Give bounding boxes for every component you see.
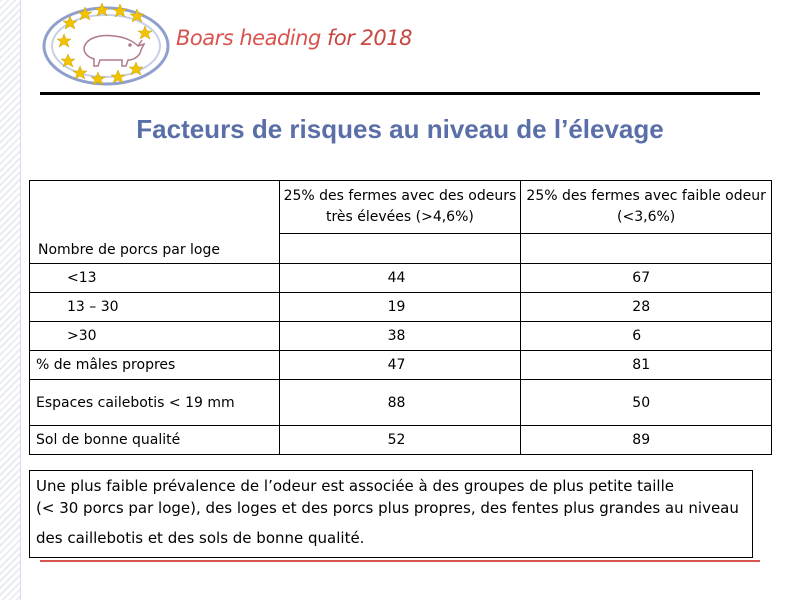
empty-cell	[521, 234, 772, 264]
eu-stars-pig-logo-icon	[40, 2, 172, 90]
note-line-3: des caillebotis et des sols de bonne qualité.	[36, 529, 365, 547]
decorative-left-border	[0, 0, 21, 600]
value-low-odour: 67	[521, 264, 772, 293]
note-line-2: (< 30 porcs par loge), des loges et des porcs plus propres, des fentes plus grandes au niveau	[36, 499, 739, 517]
row-label: Espaces cailebotis < 19 mm	[30, 380, 280, 426]
risk-factors-table	[29, 180, 772, 455]
value-low-odour: 81	[521, 351, 772, 380]
value-high-odour: 52	[279, 426, 521, 455]
table-row	[30, 351, 772, 380]
col-header-high-odour	[279, 181, 521, 234]
brand-name: Boars heading	[176, 26, 321, 50]
table-row	[30, 264, 772, 293]
group-label: Nombre de porcs par loge	[38, 242, 220, 258]
value-low-odour: 50	[521, 380, 772, 426]
bottom-divider	[40, 560, 760, 562]
row-label: 13 – 30	[30, 293, 280, 322]
value-high-odour: 44	[279, 264, 521, 293]
col-header-low-odour-line2: (<3,6%)	[617, 209, 676, 225]
value-low-odour: 89	[521, 426, 772, 455]
value-high-odour: 38	[279, 322, 521, 351]
value-high-odour: 47	[279, 351, 521, 380]
row-label: Sol de bonne qualité	[30, 426, 280, 455]
note-line-1: Une plus faible prévalence de l’odeur est associée à des groupes de plus petite taille	[36, 477, 674, 495]
col-header-high-odour-line2: très élevées (>4,6%)	[325, 209, 474, 225]
value-high-odour: 88	[279, 380, 521, 426]
col-header-low-odour-line1: 25% des fermes avec faible odeur	[526, 188, 766, 204]
table-row	[30, 380, 772, 426]
brand-year: for 2018	[326, 26, 412, 50]
table-row	[30, 293, 772, 322]
top-divider	[40, 92, 760, 95]
row-label: <13	[30, 264, 280, 293]
page-title: Facteurs de risques au niveau de l’élevage	[136, 114, 664, 144]
group-label-cell	[30, 181, 280, 264]
conclusion-note	[29, 470, 753, 558]
brand-title	[176, 26, 412, 50]
value-low-odour: 6	[521, 322, 772, 351]
col-header-low-odour	[521, 181, 772, 234]
col-header-high-odour-line1: 25% des fermes avec des odeurs	[283, 188, 517, 204]
empty-cell	[279, 234, 521, 264]
table-row	[30, 322, 772, 351]
table-row	[30, 426, 772, 455]
row-label: >30	[30, 322, 280, 351]
value-high-odour: 19	[279, 293, 521, 322]
row-label: % de mâles propres	[30, 351, 280, 380]
value-low-odour: 28	[521, 293, 772, 322]
